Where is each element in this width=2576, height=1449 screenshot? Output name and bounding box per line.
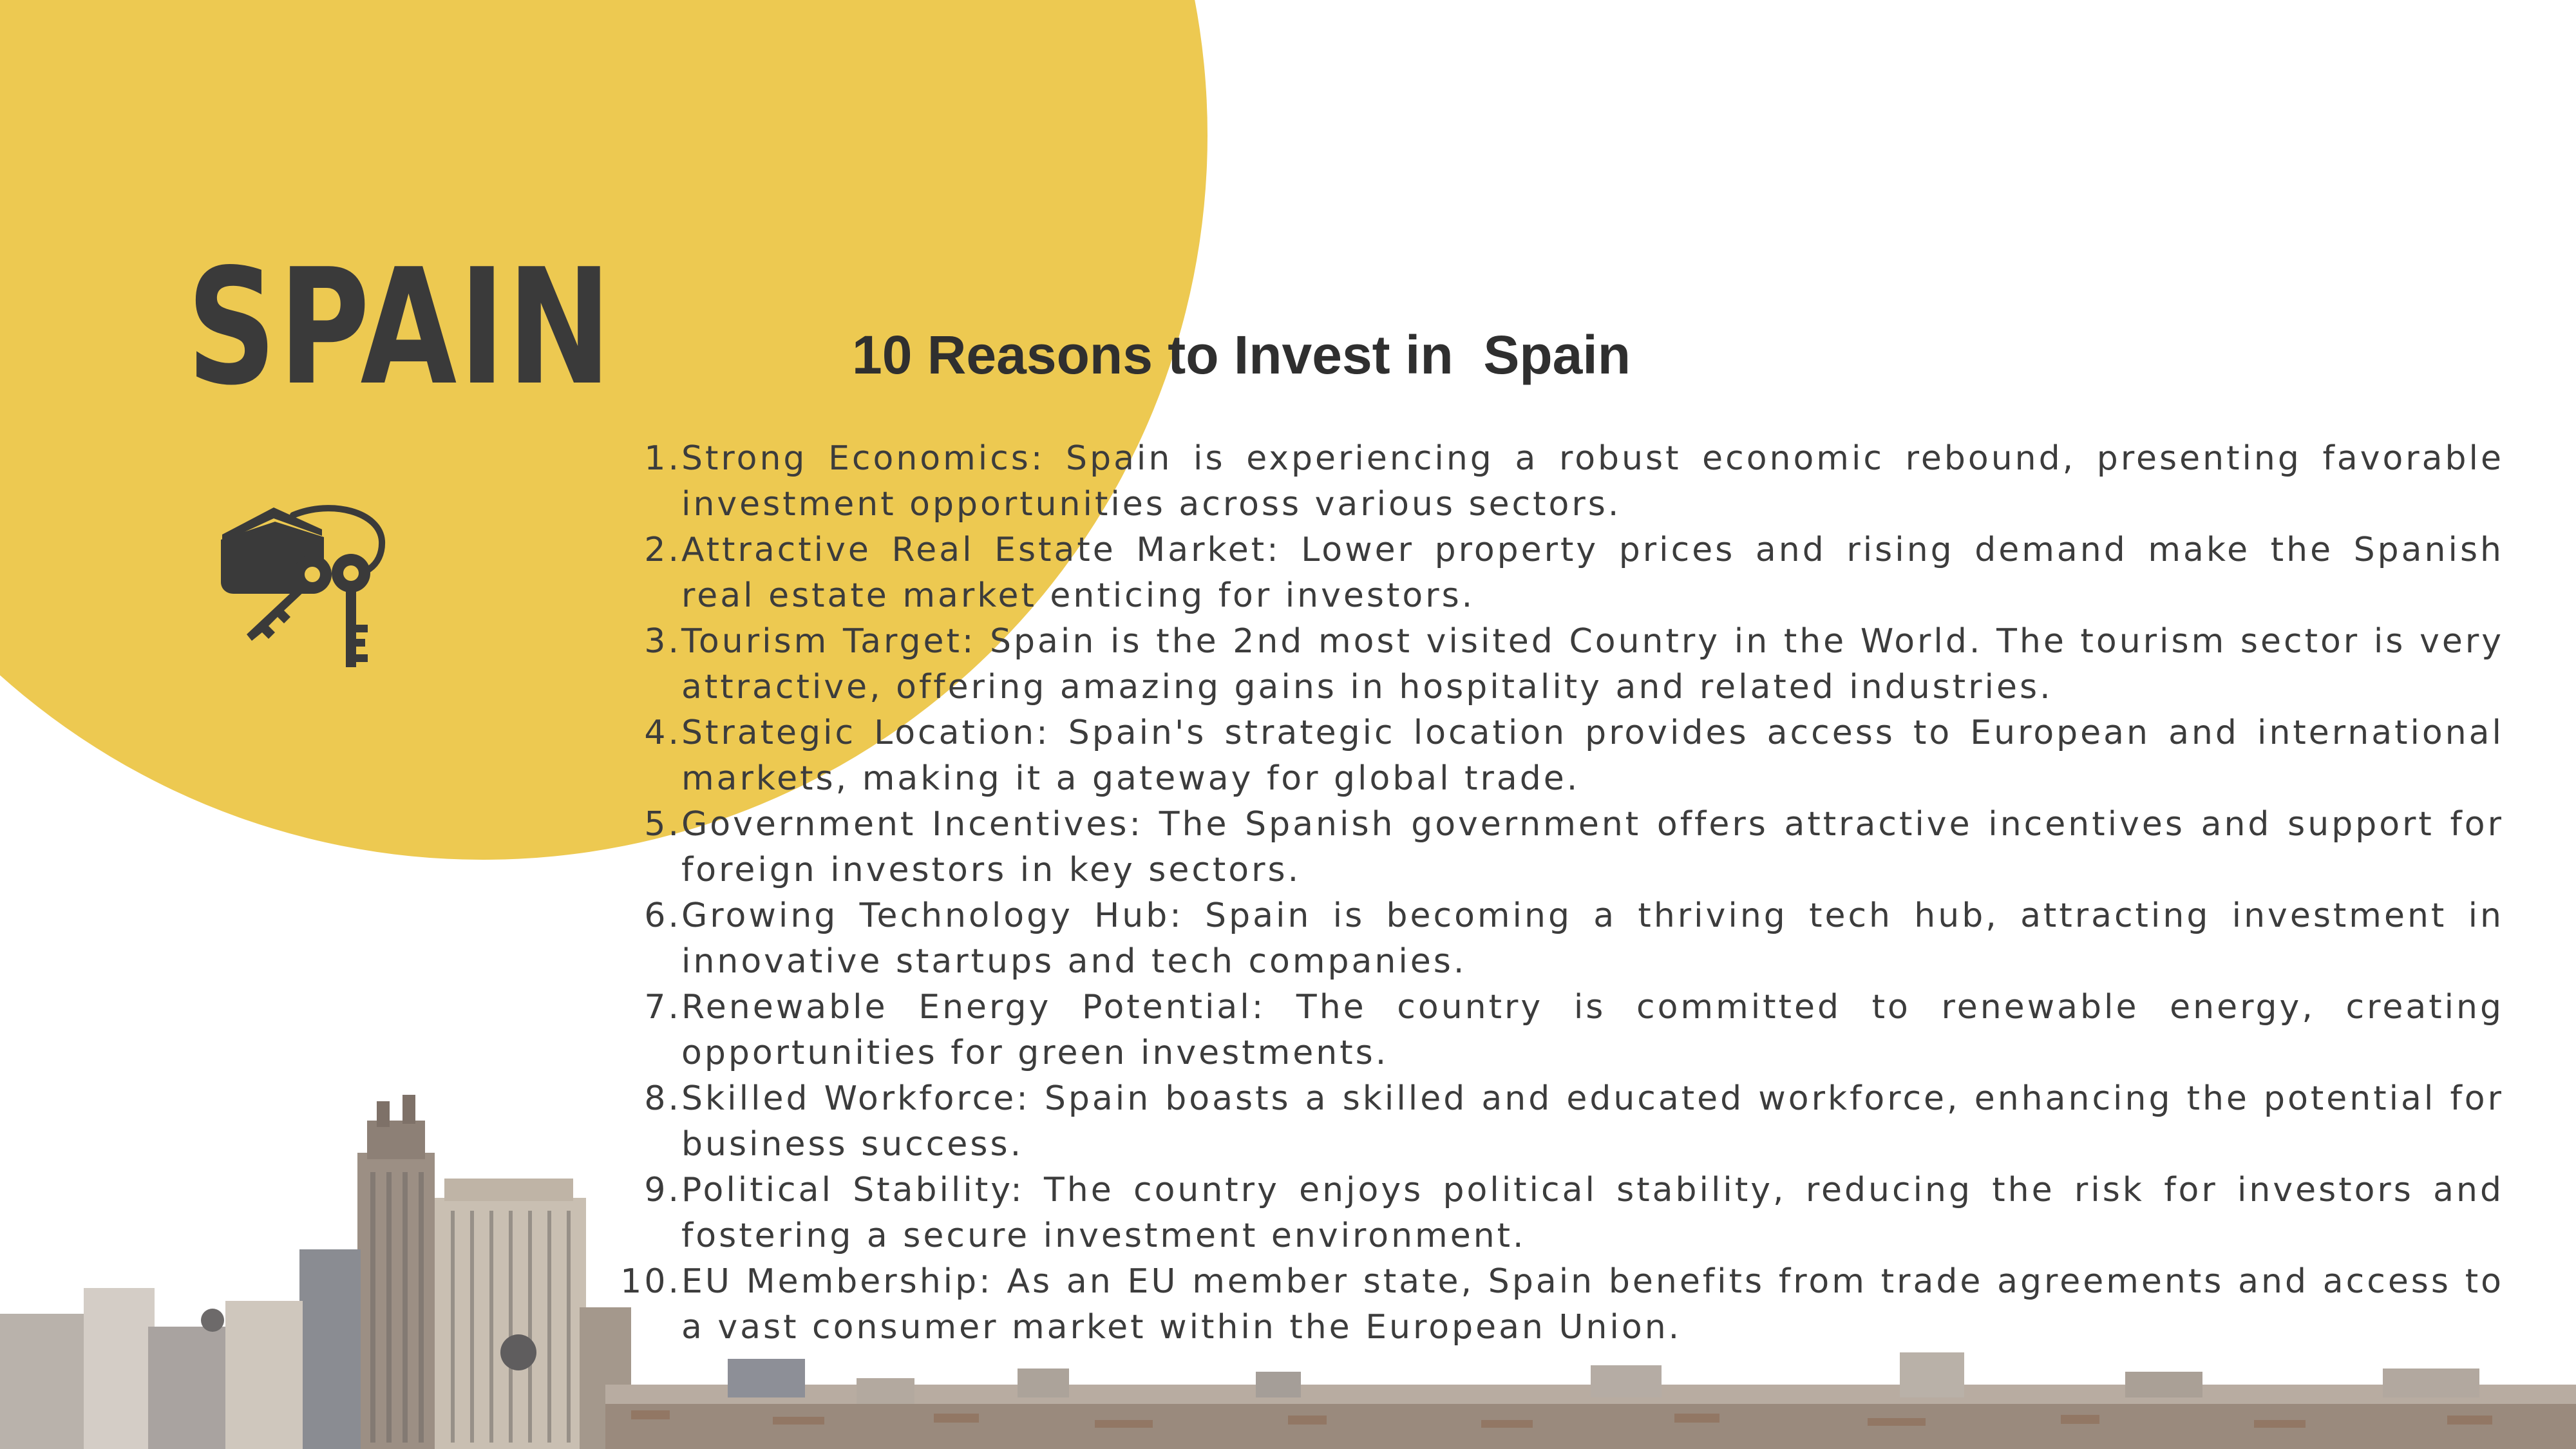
list-item-text: Growing Technology Hub: Spain is becoming a thriving tech hub, attracting investment in innovative startups and tech companies. [681, 896, 2504, 981]
list-item [605, 619, 2504, 710]
list-item-number: 4. [644, 714, 681, 752]
list-item-number: 2. [644, 531, 681, 569]
list-item-number: 5. [644, 805, 681, 844]
list-item [605, 985, 2504, 1076]
list-item-text: Strategic Location: Spain's strategic location provides access to European and international markets, making it a gateway for global trade. [681, 714, 2504, 798]
section-heading: 10 Reasons to Invest in Spain [852, 325, 1631, 385]
list-item-number: 1. [644, 439, 681, 478]
list-item [605, 802, 2504, 893]
list-item [605, 436, 2504, 527]
list-item [605, 527, 2504, 619]
country-title: SPAIN [187, 235, 614, 421]
list-item-text: Renewable Energy Potential: The country is committed to renewable energy, creating opportunities for green investments. [681, 988, 2504, 1072]
house-keys-icon [216, 496, 390, 673]
list-item-number: 9. [644, 1171, 681, 1209]
tower-building [299, 1095, 586, 1449]
list-item-text: Strong Economics: Spain is experiencing a robust economic rebound, presenting favorable investment opportunities across various sectors. [681, 439, 2504, 524]
madrid-skyline-photo [0, 1095, 2576, 1449]
list-item-number: 7. [644, 988, 681, 1027]
list-item [605, 893, 2504, 985]
list-item [605, 710, 2504, 802]
list-item-number: 10. [620, 1262, 681, 1301]
list-item-text: Government Incentives: The Spanish government offers attractive incentives and support for foreign investors in key sectors. [681, 805, 2504, 889]
list-item-text: EU Membership: As an EU member state, Spain benefits from trade agreements and access to a vast consumer market within the European Union. [681, 1262, 2504, 1347]
list-item-text: Attractive Real Estate Market: Lower property prices and rising demand make the Spanish real estate market enticing for investors. [681, 531, 2504, 615]
list-item-text: Political Stability: The country enjoys political stability, reducing the risk for investors and fostering a secure investment environment. [681, 1171, 2504, 1255]
list-item-number: 6. [644, 896, 681, 935]
list-item-text: Skilled Workforce: Spain boasts a skilled and educated workforce, enhancing the potential for business success. [681, 1079, 2504, 1164]
list-item-text: Tourism Target: Spain is the 2nd most visited Country in the World. The tourism sector is very attractive, offering amazing gains in hospitality and related industries. [681, 622, 2504, 706]
list-item-number: 8. [644, 1079, 681, 1118]
list-item-number: 3. [644, 622, 681, 661]
